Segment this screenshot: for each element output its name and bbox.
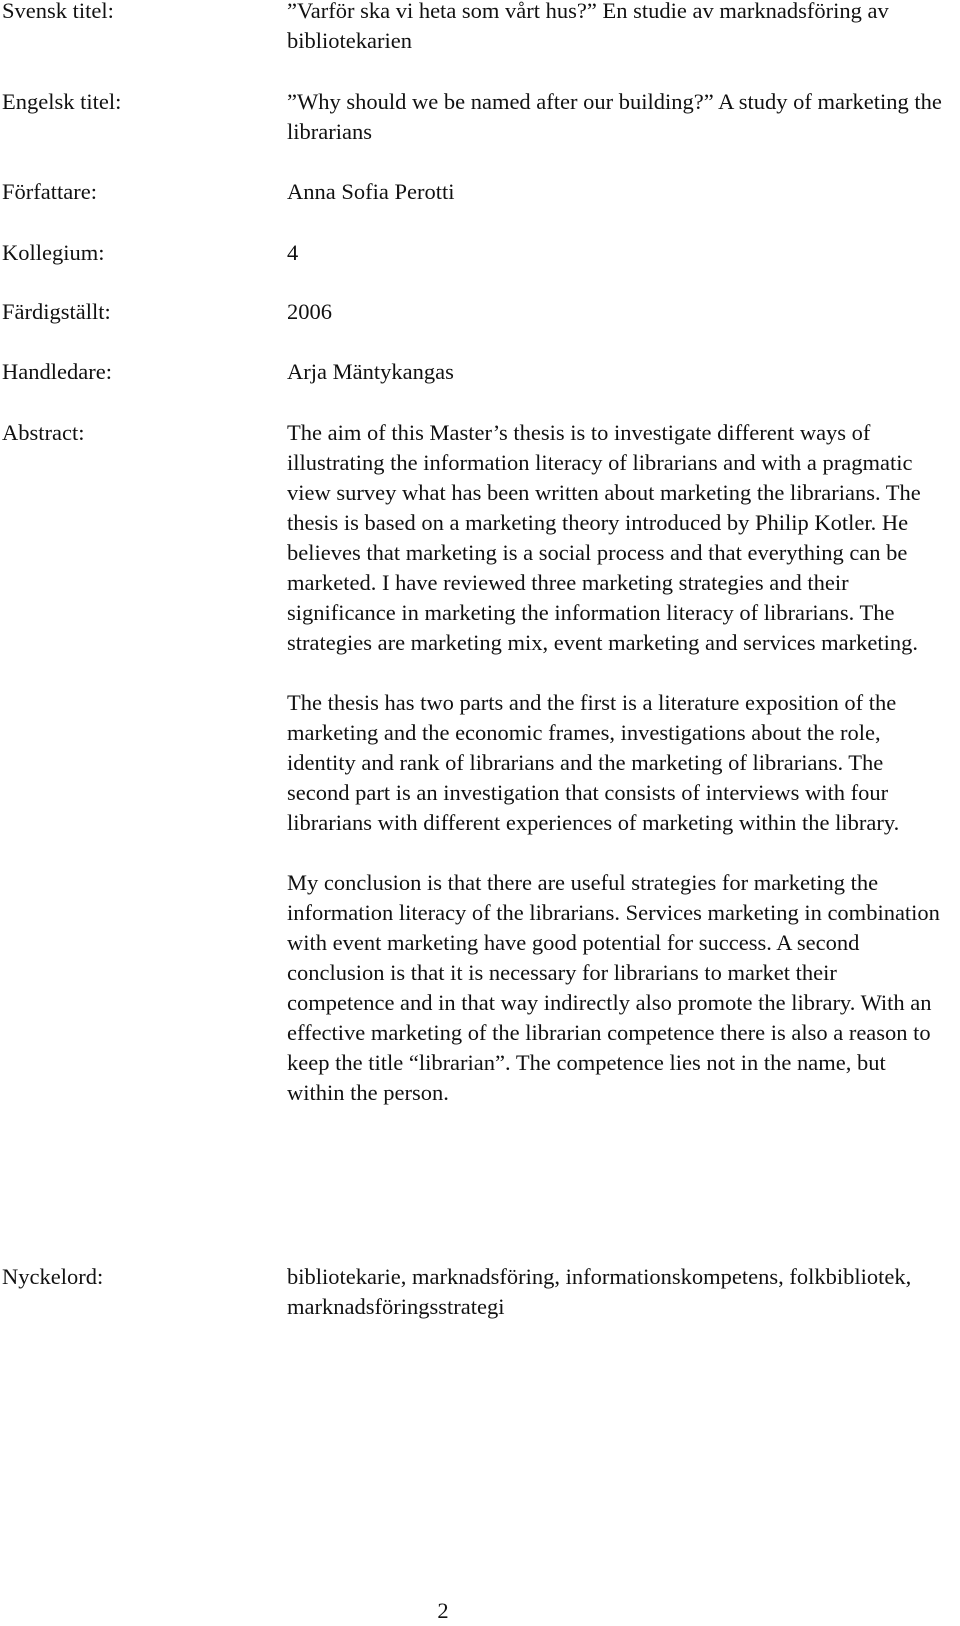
abstract-body [287, 418, 942, 1108]
english-title-label: Engelsk titel: [2, 89, 122, 114]
abstract-paragraph: The aim of this Master’s thesis is to investigate different ways of illustrating the information literacy of librarians and with a pragmatic view survey what has been written about marketing the librarians. The thesis is based on a marketing theory introduced by Philip Kotler. He believes that marketing is a social process and that everything can be marketed. I have reviewed three marketing strategies and their significance in marketing the information literacy of librarians. The strategies are marketing mix, event marketing and services marketing. [287, 420, 921, 655]
kollegium-value: 4 [287, 240, 299, 265]
english-title-value: ”Why should we be named after our building?” A study of marketing the librarians [287, 89, 942, 144]
kollegium-label: Kollegium: [2, 240, 105, 265]
page-number: 2 [437, 1598, 449, 1623]
abstract-paragraph: My conclusion is that there are useful strategies for marketing the information literacy of the librarians. Services marketing in combination with event marketing have good potential for success. A second conclusion is that it is necessary for librarians to market their competence and in that way indirectly also promote the library. With an effective marketing of the librarian competence there is also a reason to keep the title “librarian”. The competence lies not in the name, but within the person. [287, 870, 940, 1105]
keywords-label: Nyckelord: [2, 1264, 104, 1289]
supervisor-label: Handledare: [2, 359, 112, 384]
abstract-label: Abstract: [2, 420, 85, 445]
completed-label: Färdigställt: [2, 299, 111, 324]
completed-value: 2006 [287, 299, 332, 324]
supervisor-value: Arja Mäntykangas [287, 359, 454, 384]
abstract-paragraph: The thesis has two parts and the first is a literature exposition of the marketing and the economic frames, investigations about the role, identity and rank of librarians and the marketing of librarians. The second part is an investigation that consists of interviews with four librarians with different experiences of marketing within the library. [287, 690, 900, 835]
swedish-title-label: Svensk titel: [2, 0, 114, 23]
author-value: Anna Sofia Perotti [287, 179, 455, 204]
keywords-value: bibliotekarie, marknadsföring, informationskompetens, folkbibliotek, marknadsföringsstrategi [287, 1264, 912, 1319]
swedish-title-value: ”Varför ska vi heta som vårt hus?” En studie av marknadsföring av bibliotekarien [287, 0, 889, 53]
author-label: Författare: [2, 179, 97, 204]
